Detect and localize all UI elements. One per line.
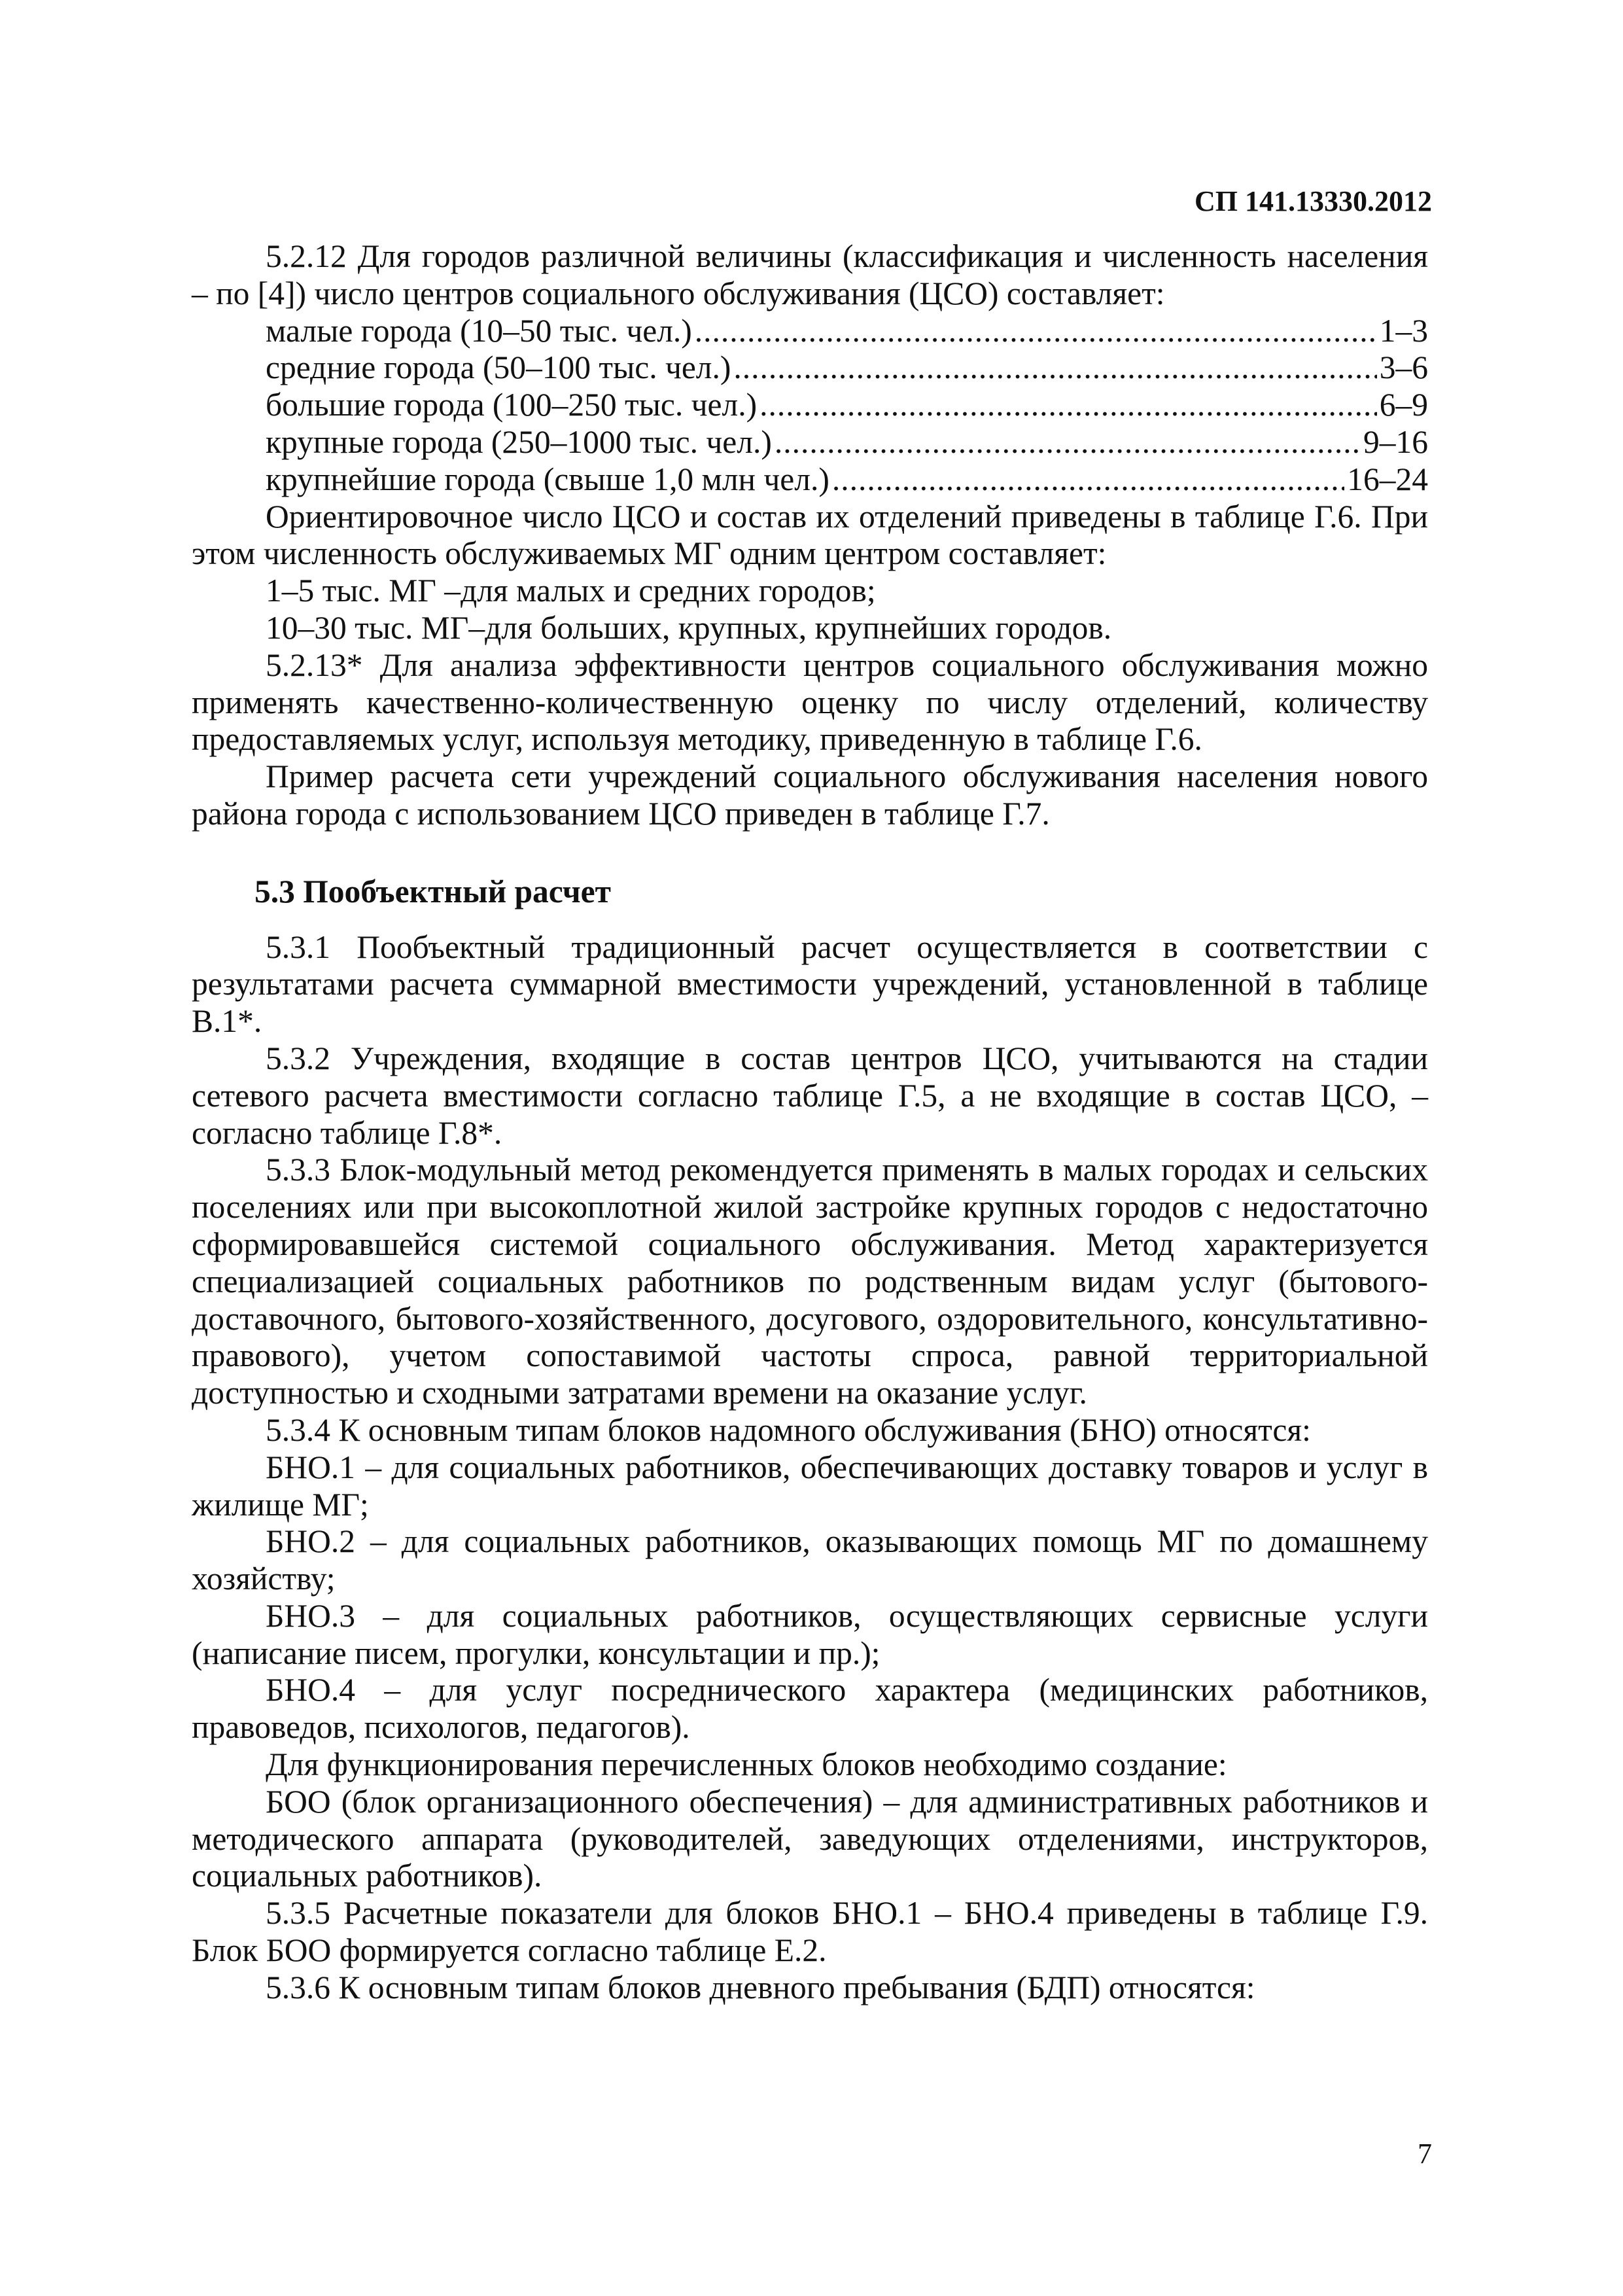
- dot-leader: [695, 313, 1377, 350]
- paragraph-5-3-6: 5.3.6 К основным типам блоков дневного пребывания (БДП) относятся:: [266, 1969, 1255, 2005]
- city-size-label: малые города (10–50 тыс. чел.): [266, 312, 692, 349]
- paragraph-5-2-13: 5.2.13* Для анализа эффективности центров социального обслуживания можно применять качественно-количественную оценку по числу отделений, количеству предоставляемых услуг, используя методику, приведенную в таблице Г.6.: [192, 646, 1428, 758]
- paragraph-example: Пример расчета сети учреждений социального обслуживания населения нового района города с использованием ЦСО приведен в таблице Г.7.: [192, 758, 1428, 832]
- city-size-list: [192, 313, 1428, 499]
- city-size-row: [192, 313, 1428, 350]
- city-size-label: большие города (100–250 тыс. чел.): [266, 387, 758, 423]
- dot-leader: [775, 424, 1361, 461]
- city-size-label: средние города (50–100 тыс. чел.): [266, 349, 731, 386]
- paragraph-bno-3: БНО.3 – для социальных работников, осуществляющих сервисные услуги (написание писем, прогулки, консультации и пр.);: [192, 1597, 1428, 1671]
- paragraph-bno-1: БНО.1 – для социальных работников, обеспечивающих доставку товаров и услуг в жилище МГ;: [192, 1449, 1428, 1523]
- paragraph-range-large: 10–30 тыс. МГ–для больших, крупных, крупнейших городов.: [266, 609, 1112, 646]
- city-size-row: [192, 461, 1428, 499]
- cso-count: 6–9: [1379, 387, 1428, 423]
- cso-count: 16–24: [1347, 461, 1428, 497]
- cso-count: 3–6: [1379, 349, 1428, 386]
- section-spacer: [192, 833, 1428, 874]
- paragraph-range-small: 1–5 тыс. МГ –для малых и средних городов;: [266, 573, 876, 609]
- dot-leader: [832, 461, 1344, 499]
- paragraph-5-3-1: 5.3.1 Пообъектный традиционный расчет осуществляется в соответствии с результатами расчета суммарной вместимости учреждений, установленной в таблице В.1*.: [192, 928, 1428, 1040]
- page-number: 7: [1418, 2138, 1432, 2170]
- paragraph-boo: БОО (блок организационного обеспечения) – для административных работников и методического аппарата (руководителей, заведующих отделениями, инструкторов, социальных работников).: [192, 1783, 1428, 1894]
- dot-leader: [733, 349, 1376, 387]
- cso-count: 9–16: [1363, 423, 1428, 460]
- paragraph-5-3-5: 5.3.5 Расчетные показатели для блоков БНО.1 – БНО.4 приведены в таблице Г.9. Блок БОО формируется согласно таблице Е.2.: [192, 1895, 1428, 1969]
- paragraph-orientation: Ориентировочное число ЦСО и состав их отделений приведены в таблице Г.6. При этом численность обслуживаемых МГ одним центром составляет:: [192, 498, 1428, 572]
- paragraph-5-3-3: 5.3.3 Блок-модульный метод рекомендуется применять в малых городах и сельских поселениях или при высокоплотной жилой застройке крупных городов с недостаточно сформировавшейся системой социального обслуживания. Метод характеризуется специализацией социальных работников по родственным видам услуг (бытового-доставочного, бытового-хозяйственного, досугового, оздоровительного, консультативно-правового), учетом сопоставимой частоты спроса, равной территориальной доступностью и сходными затратами времени на оказание услуг.: [192, 1152, 1428, 1411]
- document-code: СП 141.13330.2012: [1195, 185, 1432, 217]
- paragraph-5-2-12: 5.2.12 Для городов различной величины (классификация и численность населения – по [4]) число центров социального обслуживания (ЦСО) составляет:: [192, 238, 1428, 311]
- heading-spacer: [192, 911, 1428, 929]
- document-body: [192, 238, 1428, 2007]
- city-size-row: [192, 424, 1428, 461]
- paragraph-5-3-2: 5.3.2 Учреждения, входящие в состав центров ЦСО, учитываются на стадии сетевого расчета вместимости согласно таблице Г.5, а не входящие в состав ЦСО, – согласно таблице Г.8*.: [192, 1040, 1428, 1151]
- city-size-label: крупные города (250–1000 тыс. чел.): [266, 423, 772, 460]
- paragraph-blocks-need: Для функционирования перечисленных блоков необходимо создание:: [266, 1746, 1227, 1783]
- city-size-row: [192, 349, 1428, 387]
- dot-leader: [759, 387, 1377, 424]
- paragraph-5-3-4: 5.3.4 К основным типам блоков надомного обслуживания (БНО) относятся:: [266, 1411, 1311, 1448]
- cso-count: 1–3: [1379, 312, 1428, 349]
- city-size-label: крупнейшие города (свыше 1,0 млн чел.): [266, 461, 829, 497]
- paragraph-bno-2: БНО.2 – для социальных работников, оказывающих помощь МГ по домашнему хозяйству;: [192, 1523, 1428, 1597]
- city-size-row: [192, 387, 1428, 424]
- section-heading: 5.3 Пообъектный расчет: [254, 873, 611, 910]
- paragraph-bno-4: БНО.4 – для услуг посреднического характера (медицинских работников, правоведов, психологов, педагогов).: [192, 1672, 1428, 1746]
